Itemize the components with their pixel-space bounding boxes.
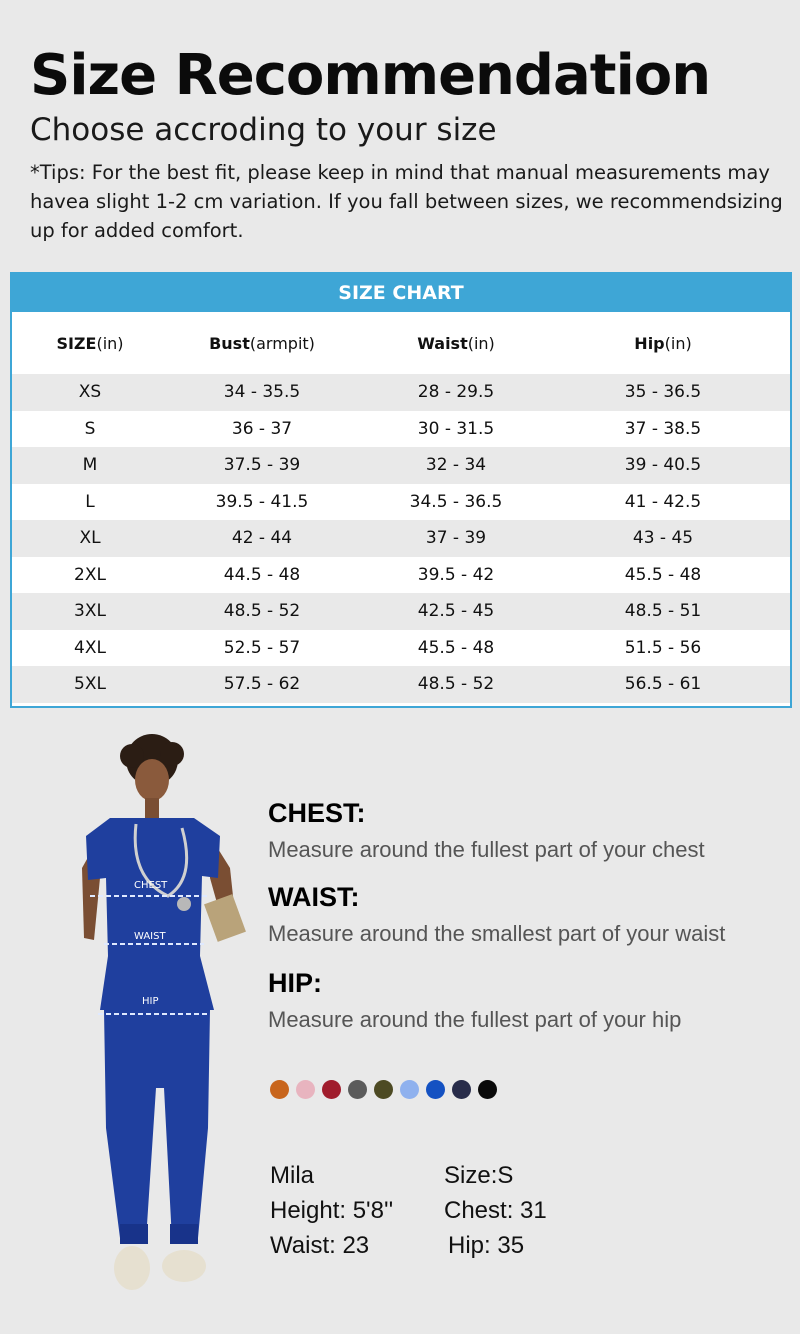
size-chart-header-row [12,312,790,374]
color-swatch[interactable] [348,1080,367,1099]
color-swatches [270,1080,497,1099]
page-subtitle: Choose accroding to your size [30,112,497,148]
model-name: Mila [270,1161,315,1189]
table-row: L 39.5 - 41.5 34.5 - 36.5 41 - 42.5 [12,484,790,521]
header-size: SIZE(in) [56,333,124,353]
page-title: Size Recommendation [30,43,711,108]
figure-label-waist: WAIST [134,931,166,942]
model-waist: Waist: 23 [270,1231,370,1259]
color-swatch[interactable] [296,1080,315,1099]
measure-chest [268,798,705,863]
model-hip: Hip: 35 [448,1231,525,1259]
table-row: S 36 - 37 30 - 31.5 37 - 38.5 [12,411,790,448]
model-height: Height: 5'8'' [270,1196,394,1224]
color-swatch[interactable] [400,1080,419,1099]
sizing-tips: *Tips: For the best fit, please keep in mind that manual measurements may havea slight 1-2 cm variation. If you fall between sizes, we recommendsizing up for added comfort. [30,161,783,242]
color-swatch[interactable] [270,1080,289,1099]
table-row: XL 42 - 44 37 - 39 43 - 45 [12,520,790,557]
color-swatch[interactable] [322,1080,341,1099]
measure-hip-title: HIP: [268,968,322,998]
size-chart-title: SIZE CHART [12,274,790,312]
color-swatch[interactable] [478,1080,497,1099]
measure-hip-desc: Measure around the fullest part of your hip [268,1007,682,1032]
model-size: Size:S [444,1161,514,1189]
header-bust: Bust(armpit) [209,333,315,353]
measure-chest-desc: Measure around the fullest part of your chest [268,837,705,862]
table-row: 3XL 48.5 - 52 42.5 - 45 48.5 - 51 [12,593,790,630]
measure-waist [268,882,725,947]
color-swatch[interactable] [426,1080,445,1099]
model-figure [60,728,260,1308]
measure-chest-title: CHEST: [268,798,366,828]
header-waist: Waist(in) [417,333,495,353]
model-illustration [60,728,260,1308]
model-chest: Chest: 31 [444,1196,547,1224]
model-info [270,1158,547,1263]
table-row: 4XL 52.5 - 57 45.5 - 48 51.5 - 56 [12,630,790,667]
measure-waist-desc: Measure around the smallest part of your waist [268,921,726,946]
figure-label-chest: CHEST [134,880,168,891]
size-chart-table [10,272,792,708]
table-row: M 37.5 - 39 32 - 34 39 - 40.5 [12,447,790,484]
figure-label-hip: HIP [142,996,159,1007]
measure-hip [268,968,681,1033]
measure-waist-title: WAIST: [268,882,360,912]
table-row: 2XL 44.5 - 48 39.5 - 42 45.5 - 48 [12,557,790,594]
color-swatch[interactable] [374,1080,393,1099]
table-row: 5XL 57.5 - 62 48.5 - 52 56.5 - 61 [12,666,790,703]
table-row: XS 34 - 35.5 28 - 29.5 35 - 36.5 [12,374,790,411]
color-swatch[interactable] [452,1080,471,1099]
header-hip: Hip(in) [634,333,692,353]
